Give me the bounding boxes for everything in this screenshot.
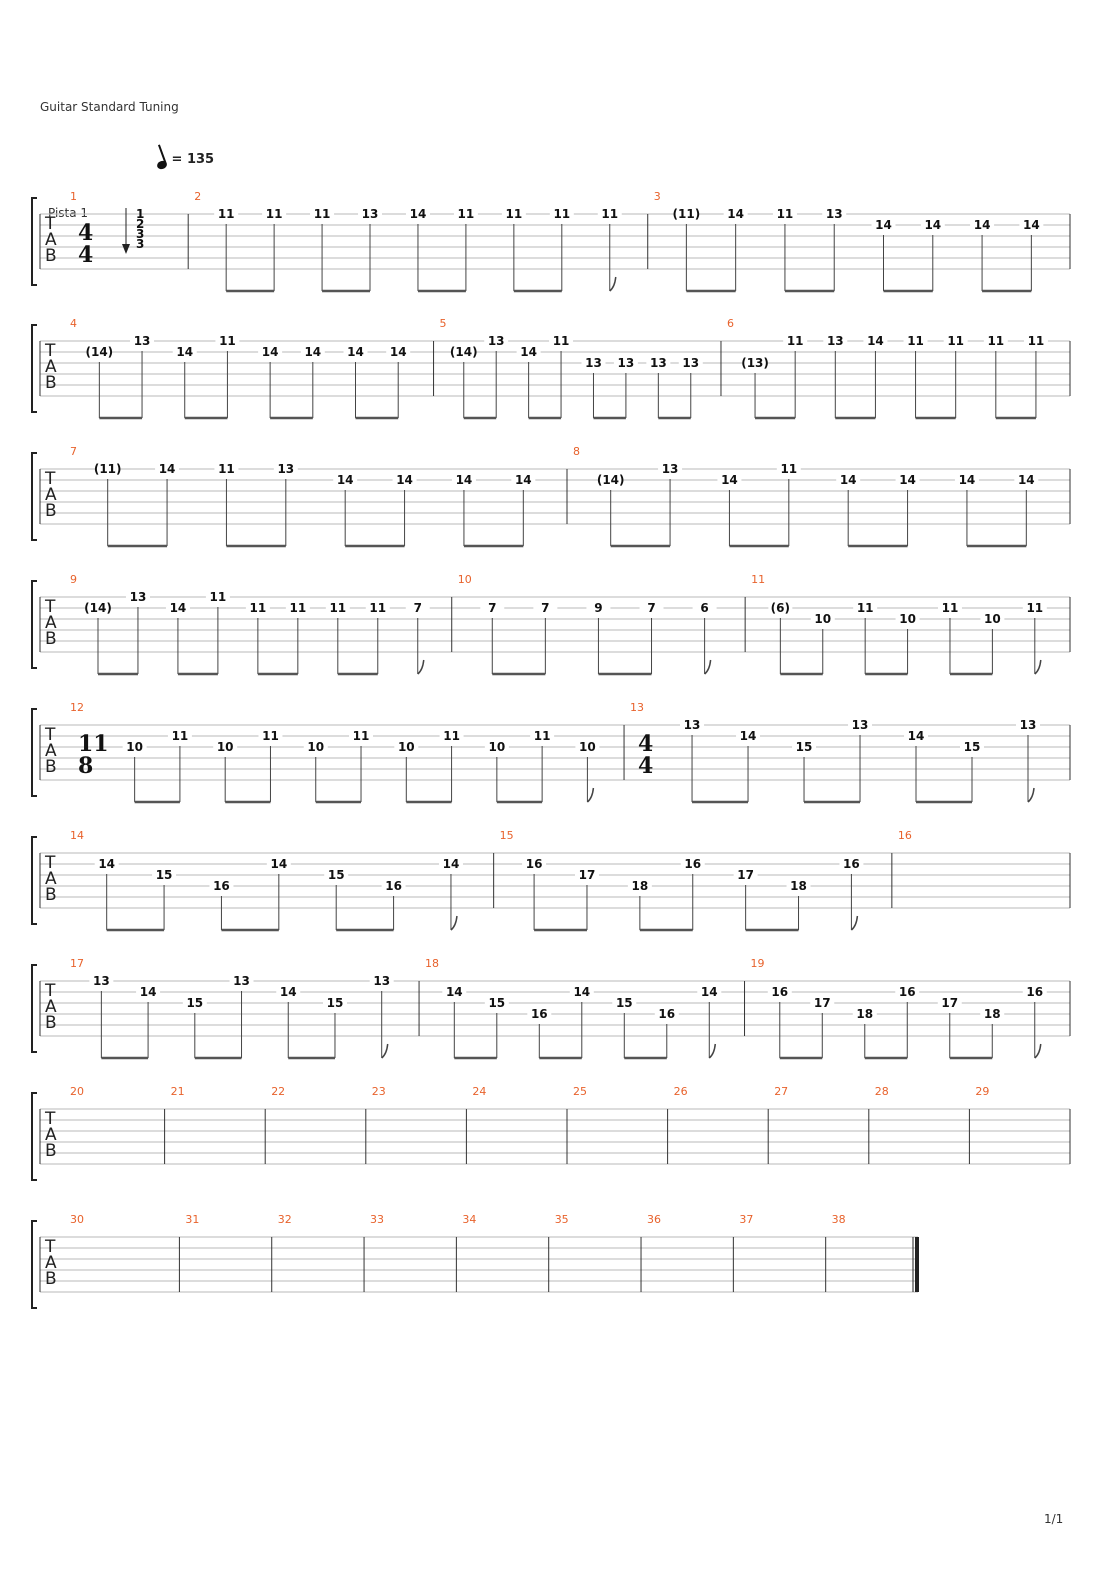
tuning-label: Guitar Standard Tuning (40, 100, 179, 114)
fret-number: 11 (601, 207, 619, 221)
fret-number: 10 (397, 740, 415, 754)
tab-clef-letter: B (45, 757, 57, 777)
fret-number: 16 (843, 857, 860, 871)
tab-clef-letter: B (45, 629, 57, 649)
time-signature-top: 11 (78, 731, 109, 757)
fret-number: 14 (139, 985, 157, 999)
fret-number: 14 (455, 473, 473, 487)
fret-number: 14 (176, 345, 194, 359)
fret-number: 7 (541, 601, 550, 615)
fret-number: 13 (487, 334, 505, 348)
fret-number: 16 (530, 1007, 548, 1021)
fret-number: (11) (672, 207, 701, 221)
tab-clef-letter: B (45, 1013, 57, 1033)
fret-number: 10 (126, 740, 143, 754)
note-flag (418, 660, 424, 674)
fret-number: 10 (579, 740, 596, 754)
fret-number: 14 (867, 334, 884, 348)
fret-number: (14) (84, 601, 112, 615)
note-flag (382, 1044, 388, 1058)
tab-clef-letter: T (45, 1237, 56, 1257)
fret-number: 10 (488, 740, 506, 754)
fret-number: 14 (445, 985, 463, 999)
fret-number: 10 (814, 612, 832, 626)
fret-number: 10 (899, 612, 916, 626)
fret-number: 9 (594, 601, 603, 615)
bar-number: 28 (874, 1085, 889, 1098)
fret-number: 14 (514, 473, 532, 487)
tab-clef-letter: A (45, 869, 57, 889)
time-signature-top: 4 (78, 220, 94, 246)
tuning-string-number: 3 (136, 227, 145, 241)
note-flag (610, 277, 616, 291)
fret-number: 6 (700, 601, 709, 615)
note-flag (705, 660, 711, 674)
time-signature-bottom: 4 (638, 753, 654, 779)
bar-number: 24 (472, 1085, 487, 1098)
fret-number: 13 (682, 356, 700, 370)
fret-number: 13 (851, 718, 869, 732)
bar-number: 37 (739, 1213, 754, 1226)
fret-number: 14 (958, 473, 976, 487)
tab-clef-letter: T (45, 214, 56, 234)
fret-number: 13 (233, 974, 250, 988)
fret-number: 18 (790, 879, 807, 893)
page-number: 1/1 (1044, 1512, 1064, 1526)
bar-number: 7 (70, 445, 77, 458)
bar-number: 16 (897, 829, 912, 842)
fret-number: 13 (649, 356, 667, 370)
tab-clef-letter: B (45, 885, 57, 905)
fret-number: 11 (352, 729, 370, 743)
fret-number: 14 (520, 345, 537, 359)
tab-clef-letter: A (45, 485, 57, 505)
tab-clef-letter: T (45, 1109, 56, 1129)
fret-number: 11 (219, 334, 236, 348)
fret-number: 15 (326, 996, 344, 1010)
bar-number: 22 (271, 1085, 286, 1098)
fret-number: 14 (98, 857, 116, 871)
tuning-string-number: 1 (136, 207, 145, 221)
note-flag (851, 916, 857, 930)
fret-number: 11 (907, 334, 924, 348)
fret-number: 14 (389, 345, 407, 359)
system-bracket (32, 198, 37, 285)
fret-number: 11 (552, 334, 570, 348)
fret-number: 11 (265, 207, 283, 221)
fret-number: 13 (617, 356, 635, 370)
bar-number: 30 (70, 1213, 84, 1226)
fret-number: 14 (573, 985, 591, 999)
fret-number: 14 (347, 345, 364, 359)
tab-clef-letter: B (45, 1141, 57, 1161)
fret-number: 11 (786, 334, 804, 348)
fret-number: 17 (737, 868, 754, 882)
fret-number: 14 (924, 218, 942, 232)
note-flag (451, 916, 457, 930)
fret-number: (14) (596, 473, 625, 487)
fret-number: 16 (898, 985, 916, 999)
fret-number: 11 (533, 729, 551, 743)
system-bracket (32, 837, 37, 924)
tab-clef-letter: T (45, 341, 56, 361)
bar-number: 26 (673, 1085, 688, 1098)
fret-number: 14 (1023, 218, 1040, 232)
fret-number: (13) (741, 356, 769, 370)
bar-number: 18 (425, 957, 440, 970)
tab-clef-letter: A (45, 357, 57, 377)
fret-number: (14) (85, 345, 114, 359)
fret-number: 13 (585, 356, 602, 370)
fret-number: 14 (158, 462, 176, 476)
fret-number: 15 (963, 740, 981, 754)
fret-number: 14 (907, 729, 925, 743)
bar-number: 8 (573, 445, 580, 458)
fret-number: 14 (409, 207, 427, 221)
fret-number: 16 (213, 879, 230, 893)
fret-number: 13 (361, 207, 379, 221)
tuning-string-number: 3 (136, 237, 145, 251)
fret-number: 15 (795, 740, 813, 754)
fret-number: 15 (186, 996, 204, 1010)
bar-number: 19 (750, 957, 765, 970)
fret-number: 11 (987, 334, 1005, 348)
fret-number: 11 (171, 729, 189, 743)
fret-number: 18 (983, 1007, 1001, 1021)
fret-number: 17 (941, 996, 959, 1010)
tab-clef-letter: B (45, 246, 57, 266)
bar-number: 38 (831, 1213, 846, 1226)
tab-clef-letter: B (45, 501, 57, 521)
tab-clef-letter: A (45, 741, 57, 761)
fret-number: 13 (661, 462, 679, 476)
bar-number: 11 (751, 573, 766, 586)
fret-number: 16 (385, 879, 402, 893)
fret-number: 10 (216, 740, 234, 754)
tab-clef-letter: A (45, 230, 57, 250)
tab-clef-letter: T (45, 853, 56, 873)
fret-number: 15 (155, 868, 173, 882)
fret-number: 11 (780, 462, 798, 476)
bar-number: 12 (70, 701, 84, 714)
fret-number: 14 (396, 473, 413, 487)
time-signature-top: 4 (638, 731, 654, 757)
fret-number: 16 (525, 857, 543, 871)
fret-number: 13 (277, 462, 295, 476)
tab-clef-letter: B (45, 1269, 57, 1289)
fret-number: 14 (839, 473, 857, 487)
track-name: Pista 1 (48, 206, 89, 220)
fret-number: 10 (984, 612, 1001, 626)
bar-number: 3 (653, 190, 661, 203)
fret-number: 11 (369, 601, 387, 615)
fret-number: 14 (700, 985, 718, 999)
fret-number: 14 (442, 857, 460, 871)
fret-number: 15 (488, 996, 506, 1010)
bar-number: 25 (573, 1085, 587, 1098)
fret-number: 14 (973, 218, 991, 232)
tab-clef-letter: A (45, 1253, 57, 1273)
system-bracket (32, 453, 37, 540)
note-flag (709, 1044, 715, 1058)
fret-number: 14 (304, 345, 322, 359)
bar-number: 15 (499, 829, 514, 842)
fret-number: 11 (218, 462, 235, 476)
fret-number: 18 (631, 879, 649, 893)
tab-clef-letter: A (45, 613, 57, 633)
fret-number: 14 (270, 857, 288, 871)
fret-number: 13 (93, 974, 110, 988)
bar-number: 2 (194, 190, 202, 203)
fret-number: 11 (947, 334, 965, 348)
fret-number: 14 (261, 345, 279, 359)
bar-number: 27 (774, 1085, 789, 1098)
system-bracket (32, 965, 37, 1052)
bar-number: 13 (630, 701, 645, 714)
fret-number: 11 (553, 207, 571, 221)
fret-number: 11 (217, 207, 235, 221)
system-bracket (32, 325, 37, 412)
fret-number: 13 (825, 207, 843, 221)
fret-number: 14 (727, 207, 745, 221)
fret-number: 16 (771, 985, 789, 999)
fret-number: 11 (1026, 601, 1044, 615)
system-bracket (32, 709, 37, 796)
tab-clef-letter: T (45, 981, 56, 1001)
fret-number: 11 (505, 207, 523, 221)
fret-number: 17 (813, 996, 831, 1010)
bar-number: 35 (554, 1213, 569, 1226)
fret-number: 10 (307, 740, 325, 754)
system-bracket (32, 1093, 37, 1180)
fret-number: 11 (249, 601, 267, 615)
time-signature-bottom: 8 (78, 753, 94, 779)
fret-number: 18 (856, 1007, 874, 1021)
fret-number: 15 (327, 868, 345, 882)
fret-number: 14 (336, 473, 354, 487)
fret-number: 14 (875, 218, 892, 232)
tab-clef-letter: A (45, 1125, 57, 1145)
fret-number: 14 (279, 985, 297, 999)
bar-number: 34 (462, 1213, 477, 1226)
fret-number: 11 (313, 207, 331, 221)
fret-number: 13 (826, 334, 844, 348)
system-bracket (32, 581, 37, 668)
fret-number: 11 (329, 601, 347, 615)
tempo-value: = 135 (171, 152, 215, 167)
tab-clef-letter: T (45, 597, 56, 617)
bar-number: 6 (726, 317, 734, 330)
fret-number: 14 (899, 473, 916, 487)
fret-number: (14) (449, 345, 478, 359)
fret-number: 11 (856, 601, 874, 615)
fret-number: 11 (457, 207, 475, 221)
bar-number: 5 (439, 317, 447, 330)
fret-number: 16 (684, 857, 702, 871)
fret-number: 16 (1026, 985, 1044, 999)
note-flag (1028, 788, 1034, 802)
bar-number: 36 (647, 1213, 662, 1226)
fret-number: (6) (770, 601, 791, 615)
fret-number: 7 (647, 601, 656, 615)
note-flag (1035, 660, 1041, 674)
tab-clef-letter: A (45, 997, 57, 1017)
fret-number: 13 (1019, 718, 1037, 732)
fret-number: 11 (262, 729, 279, 743)
fret-number: 11 (289, 601, 307, 615)
bar-number: 10 (457, 573, 472, 586)
final-barline-thick (915, 1237, 919, 1292)
fret-number: 13 (129, 590, 147, 604)
bar-number: 31 (185, 1213, 200, 1226)
tuning-string-number: 2 (136, 217, 145, 231)
bar-number: 32 (277, 1213, 292, 1226)
fret-number: 13 (683, 718, 701, 732)
tab-clef-letter: T (45, 469, 56, 489)
fret-number: 13 (373, 974, 391, 988)
fret-number: 11 (776, 207, 794, 221)
bar-number: 9 (70, 573, 77, 586)
bar-number: 4 (70, 317, 77, 330)
bar-number: 14 (70, 829, 84, 842)
fret-number: 14 (1017, 473, 1035, 487)
fret-number: 15 (615, 996, 633, 1010)
bar-number: 23 (371, 1085, 386, 1098)
fret-number: 14 (721, 473, 738, 487)
bar-number: 20 (70, 1085, 84, 1098)
system-bracket (32, 1221, 37, 1308)
bar-number: 29 (975, 1085, 990, 1098)
fret-number: 16 (658, 1007, 676, 1021)
bar-number: 1 (70, 190, 77, 203)
tab-clef-letter: T (45, 725, 56, 745)
fret-number: 13 (133, 334, 151, 348)
bar-number: 17 (70, 957, 84, 970)
fret-number: 11 (1027, 334, 1045, 348)
fret-number: 14 (739, 729, 757, 743)
note-flag (1035, 1044, 1041, 1058)
bar-number: 33 (370, 1213, 385, 1226)
fret-number: (11) (93, 462, 122, 476)
bar-number: 21 (170, 1085, 185, 1098)
fret-number: 11 (209, 590, 227, 604)
fret-number: 14 (169, 601, 187, 615)
fret-number: 11 (443, 729, 460, 743)
fret-number: 11 (941, 601, 959, 615)
note-flag (587, 788, 593, 802)
strum-arrow-head (122, 244, 130, 254)
tab-clef-letter: B (45, 373, 57, 393)
fret-number: 17 (578, 868, 596, 882)
fret-number: 7 (488, 601, 497, 615)
time-signature-bottom: 4 (78, 242, 94, 268)
fret-number: 7 (413, 601, 422, 615)
